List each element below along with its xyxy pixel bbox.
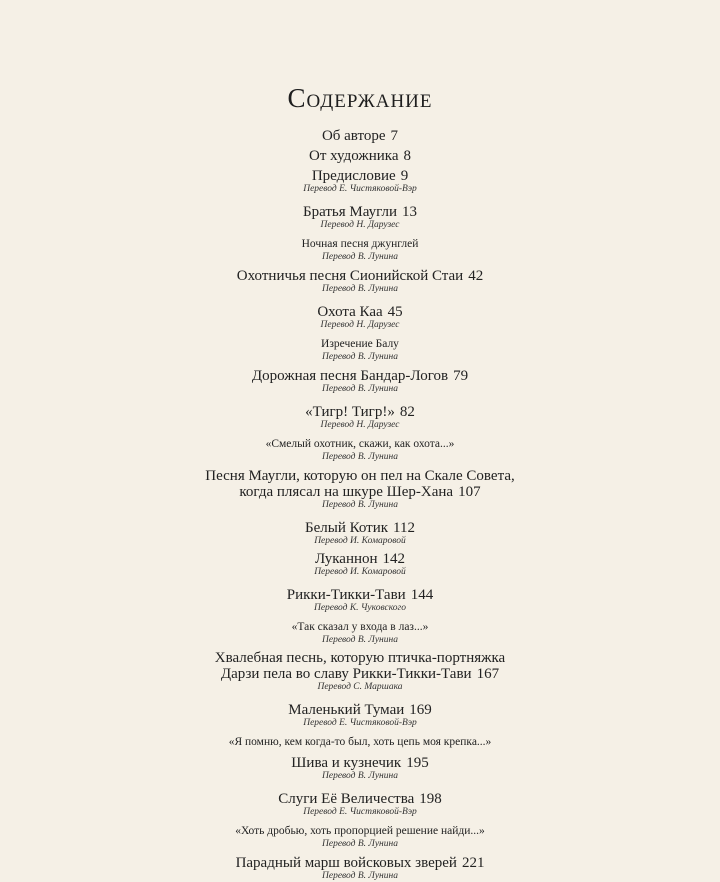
entry-translator: Перевод В. Лунина [322, 500, 398, 510]
table-of-contents [0, 128, 720, 882]
entry-title[interactable] [0, 268, 720, 284]
entry-page-number: 195 [406, 755, 429, 771]
toc-entry-about-author [0, 128, 720, 144]
entry-translator: Перевод В. Лунина [322, 284, 398, 294]
entry-translator: Перевод В. Лунина [322, 871, 398, 881]
entry-title[interactable]: «Так сказал у входа в лаз...» [291, 621, 429, 633]
entry-title-line2[interactable] [0, 484, 720, 500]
entry-translator: Перевод В. Лунина [322, 384, 398, 394]
toc-entry-white-seal [0, 520, 720, 547]
toc-entry-shiva-grasshopper [0, 755, 720, 782]
entry-title-text: Братья Маугли [302, 204, 398, 220]
entry-page-number: 112 [393, 520, 415, 536]
entry-title-text: Охотничья песня Сионийской Стаи [236, 268, 464, 284]
entry-title-text: Слуги Её Величества [278, 791, 415, 807]
entry-title[interactable] [0, 204, 720, 220]
toc-entry-lukannon [0, 551, 720, 578]
entry-title-text: Рикки-Тикки-Тави [286, 587, 406, 603]
toc-entry-her-majesty-servants [0, 791, 720, 818]
entry-page-number: 9 [400, 168, 409, 184]
entry-title-text: когда плясал на шкуре Шер-Хана [239, 484, 454, 500]
entry-translator: Перевод В. Лунина [322, 635, 398, 645]
toc-entry-so-said [0, 619, 720, 646]
entry-translator: Перевод В. Лунина [322, 771, 398, 781]
entry-translator: Перевод С. Маршака [317, 682, 403, 692]
toc-entry-night-song [0, 236, 720, 263]
entry-page-number: 221 [461, 855, 485, 871]
entry-title[interactable] [0, 587, 720, 603]
entry-page-number: 169 [409, 702, 432, 718]
toc-entry-brave-hunter [0, 436, 720, 463]
entry-title[interactable] [0, 148, 720, 164]
entry-translator: Перевод И. Комаровой [314, 567, 406, 577]
entry-title-text: Шива и кузнечик [291, 755, 402, 771]
toc-entry-rikki-tikki-tavi [0, 587, 720, 614]
entry-page-number: 42 [468, 268, 484, 284]
entry-page-number: 7 [390, 128, 399, 144]
entry-page-number: 144 [410, 587, 434, 603]
entry-page-number: 167 [476, 666, 500, 682]
entry-title-text: Луканнон [314, 551, 378, 567]
entry-title[interactable] [0, 702, 720, 718]
entry-title[interactable] [0, 304, 720, 320]
entry-translator: Перевод Е. Чистяковой-Вэр [303, 184, 417, 194]
entry-translator: Перевод Н. Дарузес [320, 420, 400, 430]
entry-title[interactable] [0, 791, 720, 807]
entry-page-number: 8 [403, 148, 412, 164]
entry-title-text: Предисловие [311, 168, 396, 184]
toc-entry-tiger-tiger [0, 404, 720, 431]
entry-title[interactable] [0, 855, 720, 871]
entry-title-text: Маленький Тумаи [288, 702, 405, 718]
entry-title[interactable]: Песня Маугли, которую он пел на Скале Совета, [205, 468, 515, 484]
entry-title[interactable] [0, 404, 720, 420]
entry-page-number: 45 [387, 304, 403, 320]
entry-translator: Перевод В. Лунина [322, 452, 398, 462]
toc-entry-hunting-song [0, 268, 720, 295]
toc-entry-i-remember [0, 734, 720, 750]
entry-translator: Перевод Н. Дарузес [320, 220, 400, 230]
entry-title[interactable]: Хвалебная песнь, которую птичка-портняжка [214, 650, 506, 666]
entry-translator: Перевод И. Комаровой [314, 536, 406, 546]
entry-title[interactable] [0, 168, 720, 184]
entry-translator: Перевод В. Лунина [322, 352, 398, 362]
entry-title-text: Дорожная песня Бандар-Логов [251, 368, 449, 384]
entry-page-number: 13 [402, 204, 418, 220]
toc-entry-preface [0, 168, 720, 195]
entry-title[interactable] [0, 128, 720, 144]
page-title: Содержание [287, 83, 433, 113]
entry-translator: Перевод В. Лунина [322, 252, 398, 262]
entry-title-text: Об авторе [321, 128, 386, 144]
toc-entry-bandar-log-song [0, 368, 720, 395]
entry-translator: Перевод Н. Дарузес [320, 320, 400, 330]
entry-page-number: 82 [399, 404, 415, 420]
entry-translator: Перевод К. Чуковского [313, 603, 406, 613]
entry-title[interactable]: Изречение Балу [321, 338, 399, 350]
entry-title-text: Белый Котик [305, 520, 389, 536]
entry-page-number: 107 [458, 484, 481, 500]
toc-entry-baloo-saying [0, 336, 720, 363]
entry-page-number: 198 [419, 791, 442, 807]
entry-title-text: От художника [308, 148, 399, 164]
entry-title[interactable] [0, 755, 720, 771]
toc-entry-kaa-hunting [0, 304, 720, 331]
entry-title[interactable]: «Хоть дробью, хоть пропорцией решение найди...» [235, 825, 485, 837]
entry-translator: Перевод Е. Чистяковой-Вэр [303, 718, 417, 728]
toc-entry-mowgli-brothers [0, 204, 720, 231]
entry-title[interactable]: «Смелый охотник, скажи, как охота...» [265, 438, 455, 450]
entry-title[interactable] [0, 368, 720, 384]
toc-entry-little-toomai [0, 702, 720, 729]
entry-page-number: 79 [453, 368, 469, 384]
entry-title-text: Охота Каа [317, 304, 383, 320]
entry-title-text: Дарзи пела во славу Рикки-Тикки-Тави [220, 666, 472, 682]
entry-title-text: Парадный марш войсковых зверей [235, 855, 457, 871]
entry-title[interactable] [0, 551, 720, 567]
entry-translator: Перевод В. Лунина [322, 839, 398, 849]
entry-title-line2[interactable] [0, 666, 720, 682]
toc-entry-mowgli-song [0, 468, 720, 511]
entry-title[interactable]: «Я помню, кем когда-то был, хоть цепь моя крепка...» [228, 736, 492, 748]
entry-page-number: 142 [382, 551, 406, 567]
toc-entry-by-fraction [0, 823, 720, 850]
toc-entry-from-artist [0, 148, 720, 164]
toc-entry-parade-march [0, 855, 720, 882]
entry-title[interactable] [0, 520, 720, 536]
entry-title-text: «Тигр! Тигр!» [305, 404, 395, 420]
entry-translator: Перевод Е. Чистяковой-Вэр [303, 807, 417, 817]
toc-entry-darzee-song [0, 650, 720, 693]
entry-title[interactable]: Ночная песня джунглей [301, 238, 419, 250]
